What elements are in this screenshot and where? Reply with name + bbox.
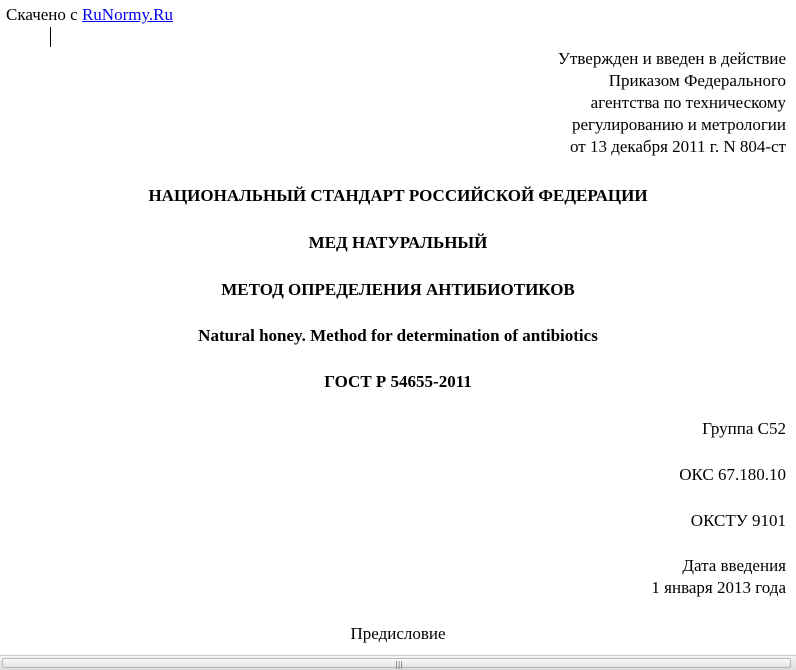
standard-category: НАЦИОНАЛЬНЫЙ СТАНДАРТ РОССИЙСКОЙ ФЕДЕРАЦИИ [148,186,648,205]
standard-subtitle: МЕТОД ОПРЕДЕЛЕНИЯ АНТИБИОТИКОВ [221,280,575,299]
classification-okstu: ОКСТУ 9101 [690,511,786,530]
approval-line: Утвержден и введен в действие [557,49,786,68]
standard-english-title: Natural honey. Method for determination of antibiotics [198,326,598,345]
horizontal-scrollbar[interactable] [0,655,796,670]
approval-line: регулированию и метрологии [571,115,786,134]
intro-date-label: Дата введения [682,556,786,575]
classification-group: Группа С52 [702,419,786,438]
standard-title: МЕД НАТУРАЛЬНЫЙ [308,233,488,252]
source-prefix: Скачено с [6,5,82,24]
scrollbar-thumb[interactable] [2,658,791,668]
approval-line: агентства по техническому [590,93,786,112]
standard-code: ГОСТ Р 54655-2011 [324,372,472,391]
intro-date-value: 1 января 2013 года [651,578,786,597]
source-link[interactable]: RuNormy.Ru [81,5,173,24]
grip-icon: ||| [395,660,404,669]
approval-line: от 13 декабря 2011 г. N 804-ст [569,137,786,156]
text-cursor [50,27,51,47]
source-line [6,4,173,26]
classification-oks: ОКС 67.180.10 [679,465,786,484]
preface-heading: Предисловие [350,624,446,643]
approval-block [558,48,786,158]
approval-line: Приказом Федерального [608,71,786,90]
